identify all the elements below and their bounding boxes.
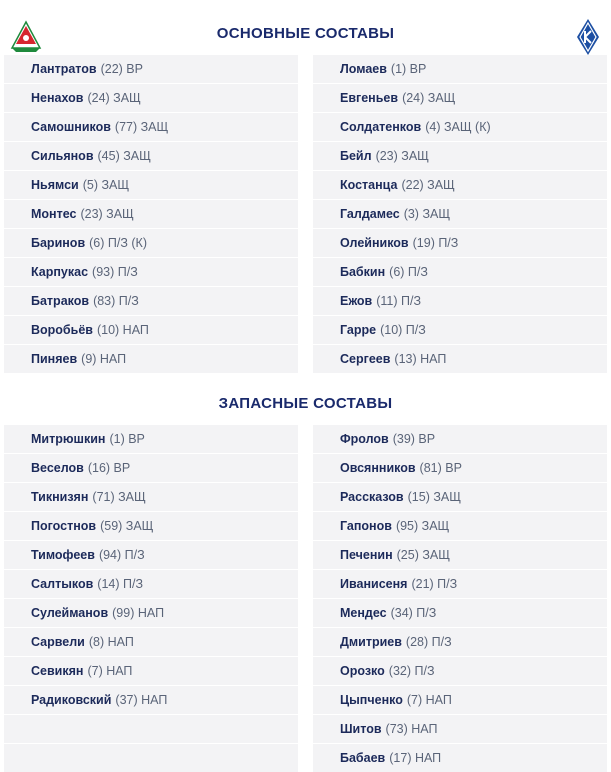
sub-lineups-title: ЗАПАСНЫЕ СОСТАВЫ xyxy=(218,395,393,412)
player-info: (6) П/З xyxy=(389,265,428,279)
player-info: (8) НАП xyxy=(88,635,134,649)
player-name: Сильянов xyxy=(31,149,94,163)
player-info: (6) П/З (К) xyxy=(89,236,147,250)
player-name: Пиняев xyxy=(31,352,78,366)
player-name: Гапонов xyxy=(340,519,392,533)
player-info: (81) ВР xyxy=(419,461,462,475)
player-name: Самошников xyxy=(31,120,111,134)
player-name: Ньямси xyxy=(31,178,79,192)
player-info: (10) П/З xyxy=(380,323,426,337)
player-info: (22) ВР xyxy=(100,62,143,76)
player-row xyxy=(4,425,298,454)
main-home-lineup xyxy=(4,55,298,374)
player-name: Овсянников xyxy=(340,461,416,475)
player-name: Сарвели xyxy=(31,635,85,649)
player-row xyxy=(313,316,607,345)
player-info: (37) НАП xyxy=(115,693,168,707)
sub-lineups-header xyxy=(0,384,611,424)
player-row xyxy=(4,55,298,84)
player-row xyxy=(313,229,607,258)
player-name: Лантратов xyxy=(31,62,97,76)
player-row xyxy=(313,425,607,454)
player-info: (14) П/З xyxy=(97,577,143,591)
player-info: (11) П/З xyxy=(376,294,422,308)
player-name: Галдамес xyxy=(340,207,400,221)
player-name: Салтыков xyxy=(31,577,94,591)
player-info: (94) П/З xyxy=(98,548,145,562)
player-row xyxy=(313,744,607,772)
player-name: Севикян xyxy=(31,664,84,678)
player-name: Воробьёв xyxy=(31,323,93,337)
player-info: (39) ВР xyxy=(392,432,436,446)
player-row xyxy=(313,258,607,287)
player-name: Шитов xyxy=(340,722,382,736)
player-info: (15) ЗАЩ xyxy=(407,490,461,504)
player-row xyxy=(4,113,298,142)
player-row xyxy=(313,287,607,316)
player-row xyxy=(313,483,607,512)
player-row xyxy=(313,715,607,744)
player-name: Бабкин xyxy=(340,265,386,279)
main-lineups-title: ОСНОВНЫЕ СОСТАВЫ xyxy=(216,25,395,42)
player-name: Погостнов xyxy=(31,519,97,533)
player-info: (23) ЗАЩ xyxy=(80,207,134,221)
player-row xyxy=(313,55,607,84)
player-info: (10) НАП xyxy=(96,323,149,337)
player-name: Радиковский xyxy=(31,693,112,707)
player-name: Евгеньев xyxy=(340,91,399,105)
main-away-lineup xyxy=(313,55,607,374)
player-row xyxy=(313,345,607,374)
player-name: Олейников xyxy=(340,236,409,250)
player-name: Батраков xyxy=(31,294,90,308)
player-info: (23) ЗАЩ xyxy=(375,149,429,163)
player-row xyxy=(4,200,298,229)
player-name: Баринов xyxy=(31,236,86,250)
player-name: Сулейманов xyxy=(31,606,109,620)
player-row xyxy=(4,657,298,686)
player-info: (73) НАП xyxy=(385,722,438,736)
player-info: (22) ЗАЩ xyxy=(401,178,455,192)
player-row xyxy=(4,258,298,287)
player-info: (19) П/З xyxy=(412,236,459,250)
player-name: Сергеев xyxy=(340,352,391,366)
player-name: Ненахов xyxy=(31,91,84,105)
player-info: (13) НАП xyxy=(394,352,447,366)
player-row xyxy=(4,171,298,200)
player-info: (34) П/З xyxy=(390,606,437,620)
player-row xyxy=(313,686,607,715)
empty-row xyxy=(4,715,298,744)
player-row xyxy=(4,570,298,599)
player-name: Фролов xyxy=(340,432,389,446)
player-info: (1) ВР xyxy=(109,432,145,446)
player-name: Тимофеев xyxy=(31,548,95,562)
player-row xyxy=(4,454,298,483)
player-name: Ломаев xyxy=(340,62,387,76)
player-info: (5) ЗАЩ xyxy=(82,178,130,192)
player-info: (7) НАП xyxy=(406,693,452,707)
player-info: (25) ЗАЩ xyxy=(396,548,450,562)
player-name: Солдатенков xyxy=(340,120,422,134)
player-row xyxy=(313,570,607,599)
player-info: (17) НАП xyxy=(389,751,442,765)
player-info: (93) П/З xyxy=(92,265,138,279)
player-row xyxy=(4,345,298,374)
player-name: Карпукас xyxy=(31,265,89,279)
player-name: Бейл xyxy=(340,149,372,163)
player-name: Орозко xyxy=(340,664,385,678)
player-name: Ежов xyxy=(340,294,373,308)
main-lineups-header xyxy=(0,14,611,54)
player-info: (4) ЗАЩ (К) xyxy=(425,120,491,134)
player-info: (83) П/З xyxy=(93,294,139,308)
player-name: Митрюшкин xyxy=(31,432,106,446)
player-row xyxy=(4,512,298,541)
player-row xyxy=(4,287,298,316)
player-info: (77) ЗАЩ xyxy=(114,120,169,134)
player-name: Гарре xyxy=(340,323,377,337)
player-row xyxy=(313,657,607,686)
krylya-sovetov-logo-icon xyxy=(576,18,600,56)
player-row xyxy=(4,628,298,657)
player-row xyxy=(313,113,607,142)
player-info: (3) ЗАЩ xyxy=(403,207,451,221)
player-row xyxy=(4,316,298,345)
player-row xyxy=(313,171,607,200)
player-info: (1) ВР xyxy=(390,62,427,76)
player-name: Мендес xyxy=(340,606,387,620)
player-row xyxy=(4,84,298,113)
player-info: (21) П/З xyxy=(411,577,458,591)
player-row xyxy=(4,541,298,570)
player-row xyxy=(313,142,607,171)
player-name: Костанца xyxy=(340,178,398,192)
player-row xyxy=(4,142,298,171)
player-info: (9) НАП xyxy=(81,352,127,366)
player-info: (16) ВР xyxy=(87,461,131,475)
player-info: (95) ЗАЩ xyxy=(395,519,450,533)
sub-away-lineup xyxy=(313,425,607,772)
player-info: (99) НАП xyxy=(112,606,165,620)
player-info: (32) П/З xyxy=(388,664,435,678)
player-row xyxy=(313,628,607,657)
player-row xyxy=(4,229,298,258)
player-info: (28) П/З xyxy=(405,635,452,649)
player-row xyxy=(4,483,298,512)
player-row xyxy=(4,686,298,715)
player-row xyxy=(313,454,607,483)
empty-row xyxy=(4,744,298,772)
player-row xyxy=(313,84,607,113)
player-info: (24) ЗАЩ xyxy=(87,91,141,105)
player-info: (59) ЗАЩ xyxy=(100,519,154,533)
player-name: Цыпченко xyxy=(340,693,403,707)
player-info: (71) ЗАЩ xyxy=(92,490,146,504)
player-name: Дмитриев xyxy=(340,635,402,649)
player-row xyxy=(4,599,298,628)
player-name: Тикнизян xyxy=(31,490,89,504)
player-info: (7) НАП xyxy=(87,664,133,678)
player-name: Печенин xyxy=(340,548,393,562)
player-row xyxy=(313,541,607,570)
player-info: (45) ЗАЩ xyxy=(97,149,151,163)
sub-home-lineup xyxy=(4,425,298,772)
player-row xyxy=(313,512,607,541)
player-name: Рассказов xyxy=(340,490,404,504)
player-info: (24) ЗАЩ xyxy=(402,91,456,105)
player-row xyxy=(313,200,607,229)
player-name: Веселов xyxy=(31,461,84,475)
player-name: Бабаев xyxy=(340,751,386,765)
player-name: Монтес xyxy=(31,207,77,221)
player-row xyxy=(313,599,607,628)
player-name: Иванисеня xyxy=(340,577,408,591)
